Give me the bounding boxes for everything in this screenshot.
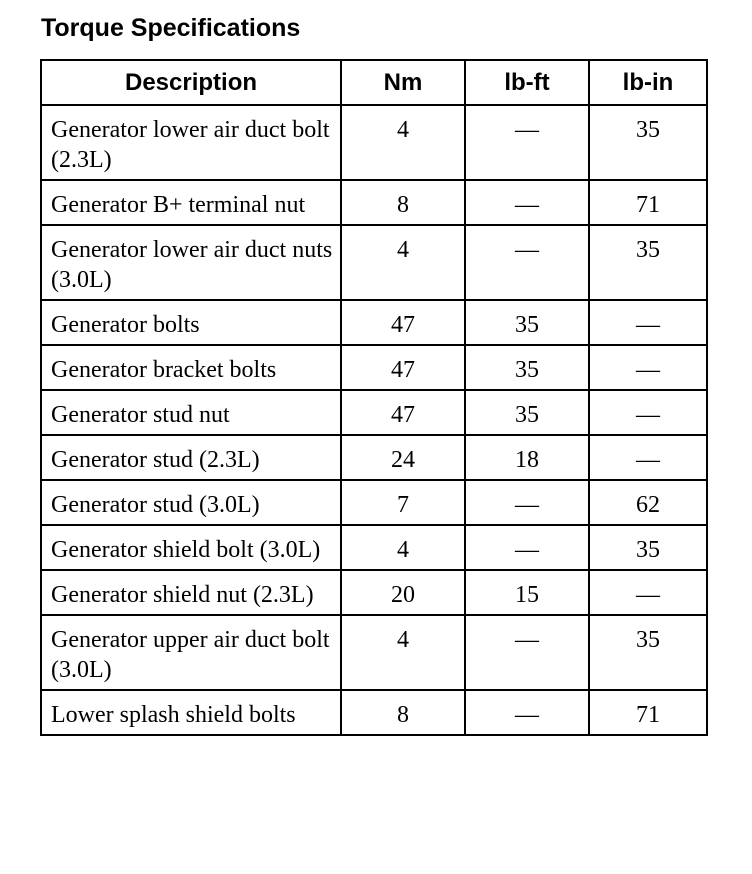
cell-lbin: — bbox=[589, 570, 707, 615]
cell-lbin: 35 bbox=[589, 525, 707, 570]
cell-lbin: — bbox=[589, 390, 707, 435]
cell-lbin: 71 bbox=[589, 690, 707, 735]
cell-lbin: 62 bbox=[589, 480, 707, 525]
column-header-lbin: lb-in bbox=[589, 60, 707, 105]
cell-nm: 24 bbox=[341, 435, 465, 480]
cell-lbft: — bbox=[465, 690, 589, 735]
cell-lbin: 71 bbox=[589, 180, 707, 225]
cell-description: Generator bracket bolts bbox=[41, 345, 341, 390]
cell-lbft: — bbox=[465, 525, 589, 570]
table-row bbox=[41, 690, 707, 735]
torque-spec-table bbox=[40, 59, 708, 736]
cell-lbft: — bbox=[465, 105, 589, 180]
table-row bbox=[41, 345, 707, 390]
cell-description: Generator lower air duct bolt (2.3L) bbox=[41, 105, 341, 180]
cell-lbin: — bbox=[589, 345, 707, 390]
cell-nm: 4 bbox=[341, 225, 465, 300]
cell-nm: 7 bbox=[341, 480, 465, 525]
cell-nm: 47 bbox=[341, 390, 465, 435]
cell-lbin: — bbox=[589, 435, 707, 480]
cell-description: Generator shield bolt (3.0L) bbox=[41, 525, 341, 570]
table-row bbox=[41, 480, 707, 525]
table-row bbox=[41, 225, 707, 300]
cell-description: Generator stud (2.3L) bbox=[41, 435, 341, 480]
cell-lbft: 35 bbox=[465, 300, 589, 345]
cell-lbft: — bbox=[465, 480, 589, 525]
cell-lbft: — bbox=[465, 225, 589, 300]
cell-nm: 4 bbox=[341, 525, 465, 570]
cell-lbft: 18 bbox=[465, 435, 589, 480]
cell-lbin: — bbox=[589, 300, 707, 345]
column-header-nm: Nm bbox=[341, 60, 465, 105]
cell-nm: 4 bbox=[341, 615, 465, 690]
cell-nm: 47 bbox=[341, 300, 465, 345]
table-row bbox=[41, 615, 707, 690]
cell-lbft: 35 bbox=[465, 345, 589, 390]
column-header-description: Description bbox=[41, 60, 341, 105]
cell-lbft: — bbox=[465, 180, 589, 225]
cell-description: Generator B+ terminal nut bbox=[41, 180, 341, 225]
cell-description: Generator shield nut (2.3L) bbox=[41, 570, 341, 615]
cell-nm: 8 bbox=[341, 690, 465, 735]
table-row bbox=[41, 105, 707, 180]
cell-lbft: 15 bbox=[465, 570, 589, 615]
cell-nm: 20 bbox=[341, 570, 465, 615]
table-row bbox=[41, 390, 707, 435]
cell-description: Generator upper air duct bolt (3.0L) bbox=[41, 615, 341, 690]
cell-nm: 4 bbox=[341, 105, 465, 180]
table-row bbox=[41, 300, 707, 345]
page-title: Torque Specifications bbox=[41, 14, 301, 42]
cell-description: Generator lower air duct nuts (3.0L) bbox=[41, 225, 341, 300]
cell-description: Generator bolts bbox=[41, 300, 341, 345]
table-row bbox=[41, 180, 707, 225]
cell-lbin: 35 bbox=[589, 105, 707, 180]
cell-description: Generator stud (3.0L) bbox=[41, 480, 341, 525]
column-header-lbft: lb-ft bbox=[465, 60, 589, 105]
cell-lbin: 35 bbox=[589, 225, 707, 300]
table-row bbox=[41, 435, 707, 480]
cell-description: Lower splash shield bolts bbox=[41, 690, 341, 735]
cell-nm: 8 bbox=[341, 180, 465, 225]
cell-lbft: — bbox=[465, 615, 589, 690]
cell-nm: 47 bbox=[341, 345, 465, 390]
table-header-row bbox=[41, 60, 707, 105]
cell-lbin: 35 bbox=[589, 615, 707, 690]
table-row bbox=[41, 525, 707, 570]
table-row bbox=[41, 570, 707, 615]
cell-lbft: 35 bbox=[465, 390, 589, 435]
cell-description: Generator stud nut bbox=[41, 390, 341, 435]
